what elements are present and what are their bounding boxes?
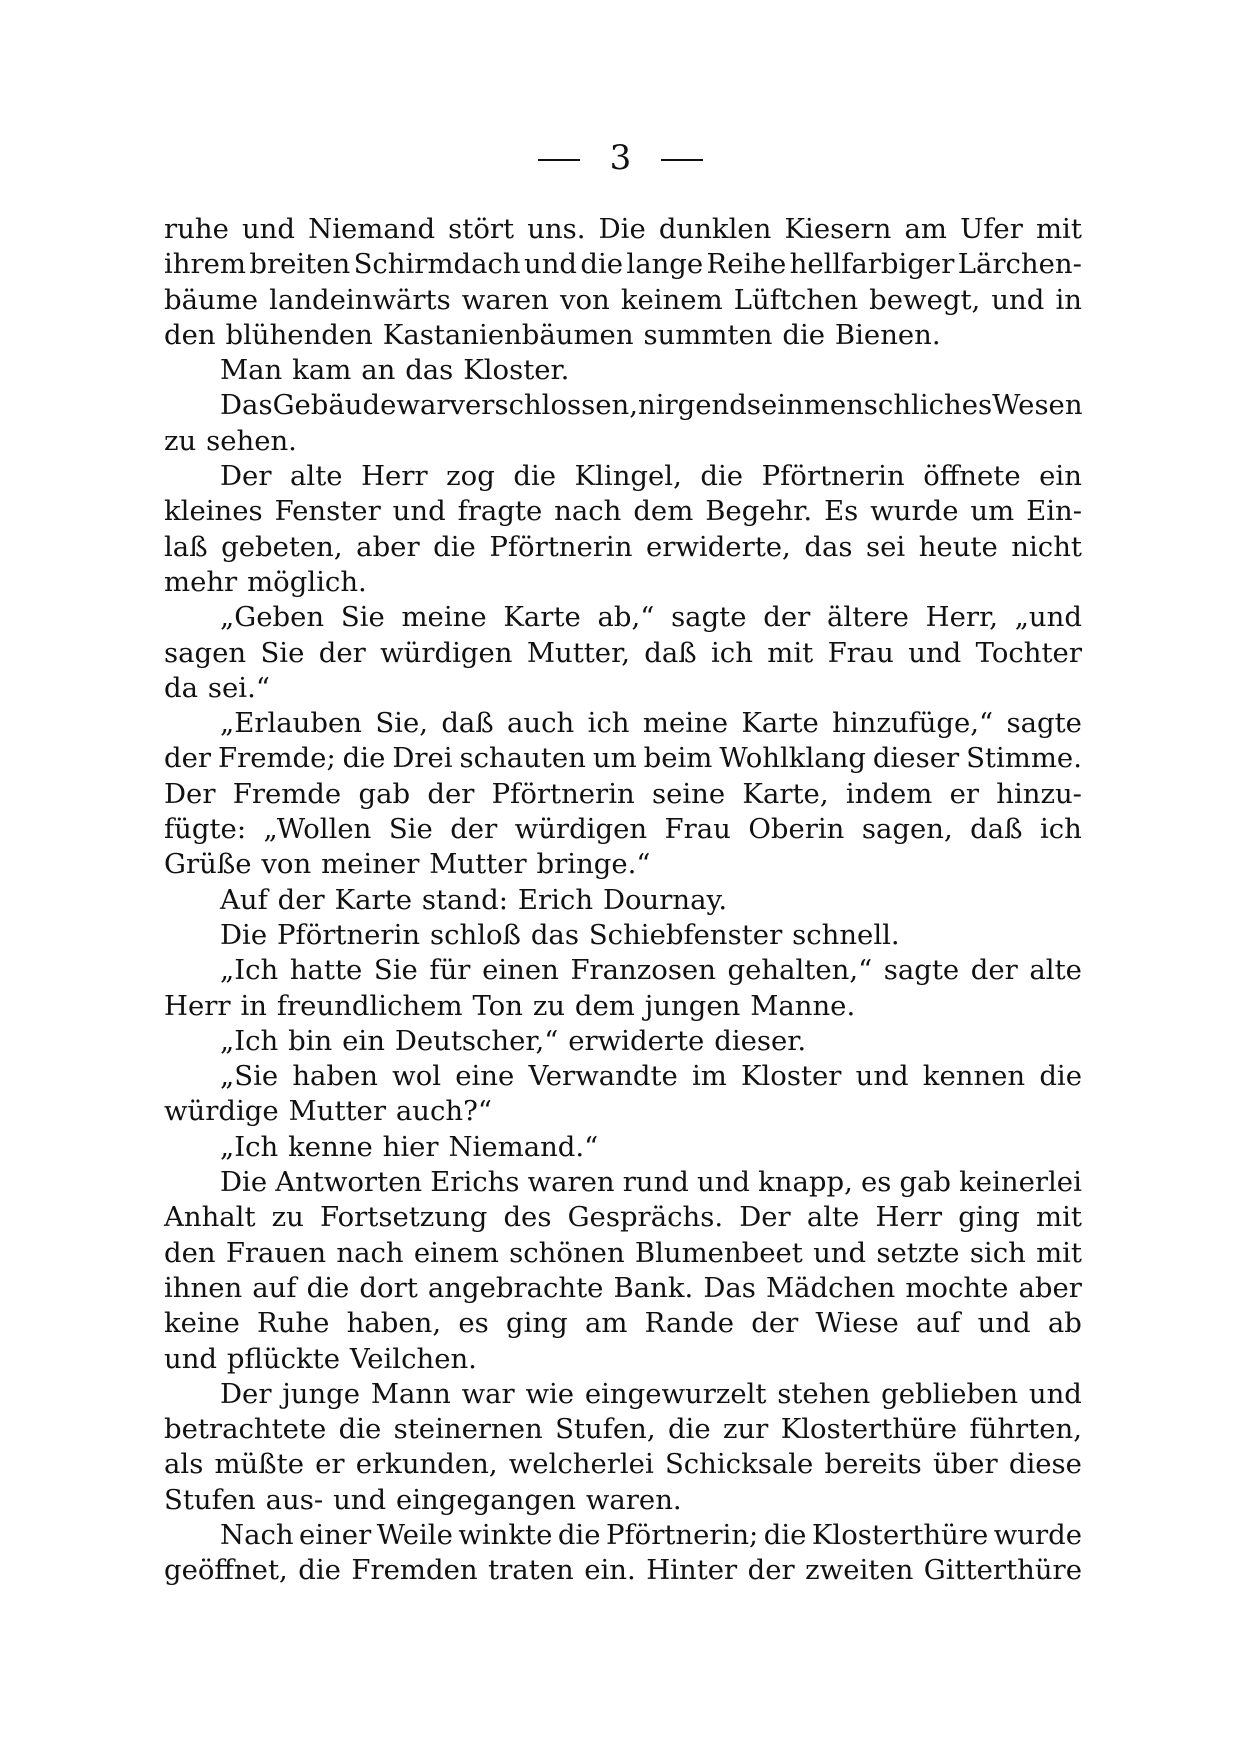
text-line: geöffnet, die Fremden traten ein. Hinter der zweiten Gitterthüre: [164, 1554, 1082, 1587]
text-line: Die Antworten Erichs waren rund und knapp, es gab keinerlei: [220, 1166, 1082, 1199]
text-line: „Sie haben wol eine Verwandte im Kloster und kennen die: [220, 1060, 1082, 1093]
text-line: Das Gebäude war verschlossen, nirgends ein menschliches Wesen: [220, 389, 1083, 422]
text-line: und pflückte Veilchen.: [164, 1342, 477, 1375]
text-line: mehr möglich.: [164, 565, 367, 598]
text-line: „Geben Sie meine Karte ab,“ sagte der ältere Herr, „und: [220, 601, 1082, 634]
text-line: laß gebeten, aber die Pförtnerin erwiderte, das sei heute nicht: [164, 530, 1082, 563]
text-line: da sei.“: [164, 671, 270, 704]
text-line: den blühenden Kastanienbäumen summten die Bienen.: [164, 318, 941, 351]
text-line: Der junge Mann war wie eingewurzelt stehen geblieben und: [220, 1377, 1082, 1410]
text-line: Der alte Herr zog die Klingel, die Pförtnerin öffnete ein: [220, 460, 1082, 493]
text-line: keine Ruhe haben, es ging am Rande der Wiese auf und ab: [164, 1307, 1082, 1340]
text-line: Man kam an das Kloster.: [220, 354, 570, 387]
text-line: Anhalt zu Fortsetzung des Gesprächs. Der alte Herr ging mit: [164, 1201, 1082, 1234]
text-line: „Ich bin ein Deutscher,“ erwiderte dieser.: [220, 1024, 807, 1057]
text-line: „Ich kenne hier Niemand.“: [220, 1130, 599, 1163]
text-line: fügte: „Wollen Sie der würdigen Frau Oberin sagen, daß ich: [164, 813, 1082, 846]
text-line: Die Pförtnerin schloß das Schiebfenster schnell.: [220, 918, 900, 951]
text-line: „Ich hatte Sie für einen Franzosen gehalten,“ sagte der alte: [220, 954, 1082, 987]
page-number-value: 3: [609, 138, 632, 178]
text-line: Auf der Karte stand: Erich Dournay.: [220, 883, 728, 916]
text-line: „Erlauben Sie, daß auch ich meine Karte hinzufüge,“ sagte: [220, 707, 1082, 740]
page-number-dash-left: [538, 159, 580, 161]
text-line: sagen Sie der würdigen Mutter, daß ich mit Frau und Tochter: [164, 636, 1082, 669]
body-text: [164, 212, 1082, 1589]
text-line: zu sehen.: [164, 424, 297, 457]
text-line: Grüße von meiner Mutter bringe.“: [164, 848, 651, 881]
text-line: Nach einer Weile winkte die Pförtnerin; die Klosterthüre wurde: [220, 1518, 1082, 1551]
page-number: [0, 138, 1241, 178]
text-line: betrachtete die steinernen Stufen, die zur Klosterthüre führten,: [164, 1413, 1082, 1446]
text-line: Der Fremde gab der Pförtnerin seine Karte, indem er hinzu-: [164, 777, 1082, 810]
text-line: ihrem breiten Schirmdach und die lange Reihe hellfarbiger Lärchen-: [164, 248, 1082, 281]
text-line: ihnen auf die dort angebrachte Bank. Das Mädchen mochte aber: [164, 1271, 1082, 1304]
page-number-dash-right: [661, 159, 703, 161]
text-line: den Frauen nach einem schönen Blumenbeet und setzte sich mit: [164, 1236, 1082, 1269]
text-line: Herr in freundlichem Ton zu dem jungen Manne.: [164, 989, 856, 1022]
text-line: Stufen aus- und eingegangen waren.: [164, 1483, 682, 1516]
text-line: als müßte er erkunden, welcherlei Schicksale bereits über diese: [164, 1448, 1082, 1481]
text-line: der Fremde; die Drei schauten um beim Wohlklang dieser Stimme.: [164, 742, 1082, 775]
text-line: würdige Mutter auch?“: [164, 1095, 492, 1128]
text-line: bäume landeinwärts waren von keinem Lüftchen bewegt, und in: [164, 283, 1082, 316]
text-line: kleines Fenster und fragte nach dem Begehr. Es wurde um Ein-: [164, 495, 1082, 528]
text-line: ruhe und Niemand stört uns. Die dunklen Kiesern am Ufer mit: [164, 213, 1082, 245]
